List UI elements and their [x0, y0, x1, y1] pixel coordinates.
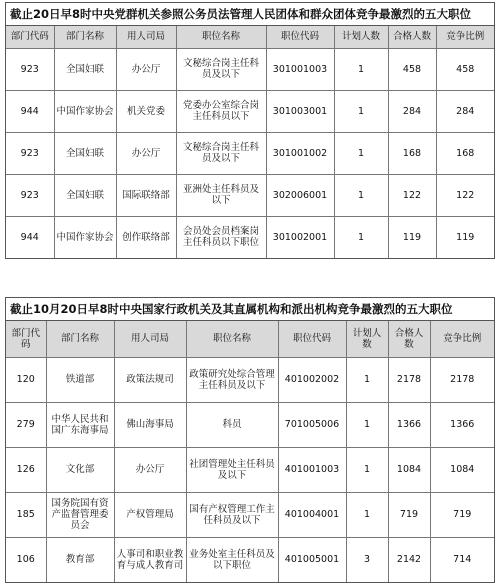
table-cell: 119	[436, 216, 494, 258]
table-cell: 301001003	[266, 48, 334, 90]
table-cell: 122	[436, 174, 494, 216]
table-cell: 会员处会员档案岗主任科员以下职位	[176, 216, 266, 258]
table-cell: 国务院国有资产监督管理委员会	[46, 492, 114, 537]
table-cell: 创作联络部	[116, 216, 176, 258]
header-cell: 部门名称	[54, 26, 116, 48]
table-cell: 185	[6, 492, 46, 537]
table-cell: 701005006	[278, 402, 346, 447]
table-cell: 1366	[430, 402, 494, 447]
table-cell: 2178	[388, 357, 430, 402]
table-cell: 1366	[388, 402, 430, 447]
table-row	[6, 357, 494, 402]
table-cell: 办公厅	[116, 48, 176, 90]
table-row	[6, 537, 494, 582]
header-cell: 职位名称	[176, 26, 266, 48]
table-cell: 401002002	[278, 357, 346, 402]
header-cell: 竞争比例	[430, 321, 494, 357]
header-cell: 竞争比例	[436, 26, 494, 48]
table-cell: 401005001	[278, 537, 346, 582]
header-cell: 用人司局	[114, 321, 186, 357]
table-row	[6, 48, 494, 90]
table-cell: 1	[346, 492, 388, 537]
header-cell: 计划人数	[334, 26, 388, 48]
table-row	[6, 90, 494, 132]
header-cell: 部门名称	[46, 321, 114, 357]
table-cell: 办公厅	[116, 132, 176, 174]
table-cell: 301001002	[266, 132, 334, 174]
table-cell: 1084	[388, 447, 430, 492]
header-cell: 合格人数	[388, 321, 430, 357]
header-row	[6, 321, 494, 357]
table-cell: 中国作家协会	[54, 90, 116, 132]
data-table	[6, 321, 494, 582]
table-cell: 办公厅	[114, 447, 186, 492]
table-cell: 产权管理局	[114, 492, 186, 537]
table-cell: 1	[346, 357, 388, 402]
header-cell: 合格人数	[388, 26, 436, 48]
table-cell: 1	[334, 132, 388, 174]
table-cell: 120	[6, 357, 46, 402]
header-cell: 计划人数	[346, 321, 388, 357]
table-cell: 中华人民共和国广东海事局	[46, 402, 114, 447]
table-cell: 1	[334, 174, 388, 216]
table-cell: 全国妇联	[54, 132, 116, 174]
competition-table-administrative-organs	[5, 297, 495, 583]
table-cell: 126	[6, 447, 46, 492]
table-cell: 中国作家协会	[54, 216, 116, 258]
table-cell: 1084	[430, 447, 494, 492]
table-cell: 教育部	[46, 537, 114, 582]
table-cell: 284	[436, 90, 494, 132]
table-cell: 302006001	[266, 174, 334, 216]
header-cell: 职位代码	[266, 26, 334, 48]
header-cell: 部门代码	[6, 321, 46, 357]
table-cell: 458	[436, 48, 494, 90]
table-cell: 401004001	[278, 492, 346, 537]
table-cell: 3	[346, 537, 388, 582]
table-cell: 944	[6, 90, 54, 132]
table-cell: 国际联络部	[116, 174, 176, 216]
table-title: 截止10月20日早8时中央国家行政机关及其直属机构和派出机构竞争最激烈的五大职位	[6, 298, 494, 321]
table-row	[6, 447, 494, 492]
table-cell: 284	[388, 90, 436, 132]
table-cell: 文秘综合岗主任科员及以下	[176, 48, 266, 90]
table-cell: 714	[430, 537, 494, 582]
table-cell: 国有产权管理工作主任科员及以下	[186, 492, 278, 537]
table-cell: 全国妇联	[54, 48, 116, 90]
table-cell: 301002001	[266, 216, 334, 258]
table-cell: 279	[6, 402, 46, 447]
table-row	[6, 132, 494, 174]
table-cell: 1	[334, 90, 388, 132]
table-cell: 佛山海事局	[114, 402, 186, 447]
table-cell: 923	[6, 132, 54, 174]
table-cell: 719	[430, 492, 494, 537]
table-cell: 1	[346, 402, 388, 447]
table-cell: 1	[334, 216, 388, 258]
table-row	[6, 174, 494, 216]
table-cell: 719	[388, 492, 430, 537]
table-cell: 1	[346, 447, 388, 492]
table-cell: 944	[6, 216, 54, 258]
table-row	[6, 216, 494, 258]
table-cell: 168	[436, 132, 494, 174]
table-cell: 全国妇联	[54, 174, 116, 216]
table-row	[6, 492, 494, 537]
table-cell: 458	[388, 48, 436, 90]
table-cell: 政策法规司	[114, 357, 186, 402]
table-cell: 168	[388, 132, 436, 174]
table-cell: 政策研究处综合管理主任科员及以下	[186, 357, 278, 402]
table-cell: 党委办公室综合岗主任科员以下	[176, 90, 266, 132]
table-cell: 社团管理处主任科员及以下	[186, 447, 278, 492]
table-row	[6, 402, 494, 447]
table-cell: 923	[6, 174, 54, 216]
table-cell: 2178	[430, 357, 494, 402]
table-cell: 文化部	[46, 447, 114, 492]
header-cell: 部门代码	[6, 26, 54, 48]
table-cell: 122	[388, 174, 436, 216]
header-cell: 职位代码	[278, 321, 346, 357]
table-cell: 业务处室主任科员及以下职位	[186, 537, 278, 582]
table-cell: 1	[334, 48, 388, 90]
table-cell: 人事司和职业教育与成人教育司	[114, 537, 186, 582]
table-cell: 亚洲处主任科员及以下	[176, 174, 266, 216]
table-cell: 文秘综合岗主任科员及以下	[176, 132, 266, 174]
table-cell: 机关党委	[116, 90, 176, 132]
table-cell: 铁道部	[46, 357, 114, 402]
data-table	[6, 26, 494, 258]
header-row	[6, 26, 494, 48]
table-cell: 301003001	[266, 90, 334, 132]
table-cell: 2142	[388, 537, 430, 582]
table-cell: 106	[6, 537, 46, 582]
table-cell: 科员	[186, 402, 278, 447]
header-cell: 职位名称	[186, 321, 278, 357]
header-cell: 用人司局	[116, 26, 176, 48]
table-cell: 923	[6, 48, 54, 90]
table-cell: 119	[388, 216, 436, 258]
table-title: 截止20日早8时中央党群机关参照公务员法管理人民团体和群众团体竞争最激烈的五大职位	[6, 3, 494, 26]
table-cell: 401001003	[278, 447, 346, 492]
competition-table-party-organs	[5, 2, 495, 259]
